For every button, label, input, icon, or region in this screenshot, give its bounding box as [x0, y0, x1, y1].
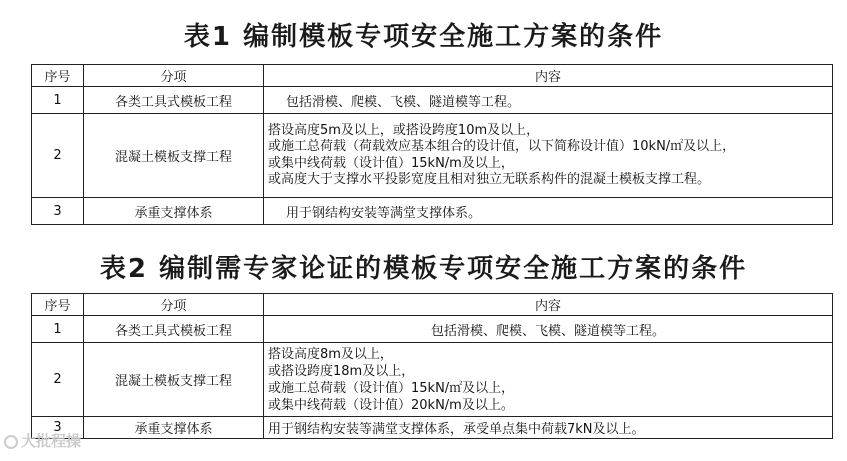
row-item: 各类工具式模板工程	[84, 316, 264, 343]
table-row	[32, 87, 833, 114]
watermark	[4, 430, 81, 451]
header-content: 内容	[264, 65, 833, 87]
watermark-text: 大批程操	[21, 432, 82, 450]
row-index: 2	[32, 114, 84, 198]
row-index: 3	[32, 198, 84, 225]
row-item: 混凝土模板支撑工程	[84, 343, 264, 417]
header-item: 分项	[84, 65, 264, 87]
table-row	[32, 114, 833, 198]
table-row	[32, 316, 833, 343]
row-content	[264, 316, 833, 343]
content-line: 用于钢结构安装等满堂支撑体系。	[286, 205, 482, 221]
row-index: 3	[32, 417, 84, 439]
header-content: 内容	[264, 294, 833, 316]
row-item: 各类工具式模板工程	[84, 87, 264, 114]
content-line: 包括滑模、爬模、飞模、隧道模等工程。	[286, 94, 521, 110]
row-content	[264, 343, 833, 417]
content-line: 或搭设跨度18m及以上，	[268, 363, 415, 379]
content-line: 或集中线荷载（设计值）20kN/m及以上。	[268, 397, 514, 413]
row-item: 承重支撑体系	[84, 198, 264, 225]
table2-title: 表2 编制需专家论证的模板专项安全施工方案的条件	[99, 254, 748, 284]
row-content	[264, 114, 833, 198]
content-line: 或集中线荷载（设计值）15kN/m及以上，	[268, 155, 514, 171]
row-content	[264, 198, 833, 225]
row-item: 混凝土模板支撑工程	[84, 114, 264, 198]
content-line: 搭设高度8m及以上，	[268, 346, 393, 362]
table-header-row	[32, 294, 833, 316]
table1	[31, 64, 833, 225]
table2	[31, 293, 833, 439]
table-row	[32, 198, 833, 225]
row-index: 1	[32, 87, 84, 114]
content-line: 搭设高度5m及以上，或搭设跨度10m及以上，	[268, 122, 540, 138]
header-index: 序号	[32, 65, 84, 87]
table-header-row	[32, 65, 833, 87]
table-row	[32, 417, 833, 439]
content-line: 包括滑模、爬模、飞模、隧道模等工程。	[430, 323, 665, 339]
row-index: 2	[32, 343, 84, 417]
header-index: 序号	[32, 294, 84, 316]
row-content	[264, 87, 833, 114]
content-line: 或高度大于支撑水平投影宽度且相对独立无联系构件的混凝土模板支撑工程。	[268, 172, 711, 187]
row-item: 承重支撑体系	[84, 417, 264, 439]
table-row	[32, 343, 833, 417]
header-item: 分项	[84, 294, 264, 316]
row-index: 1	[32, 316, 84, 343]
content-line: 或施工总荷载（荷载效应基本组合的设计值，以下简称设计值）10kN/㎡及以上，	[268, 139, 736, 154]
content-line: 或施工总荷载（设计值）15kN/㎡及以上，	[268, 380, 515, 396]
row-content	[264, 417, 833, 439]
watermark-logo-icon	[4, 435, 18, 449]
table1-title: 表1 编制模板专项安全施工方案的条件	[183, 22, 664, 52]
content-line: 用于钢结构安装等满堂支撑体系，承受单点集中荷载7kN及以上。	[268, 422, 645, 437]
